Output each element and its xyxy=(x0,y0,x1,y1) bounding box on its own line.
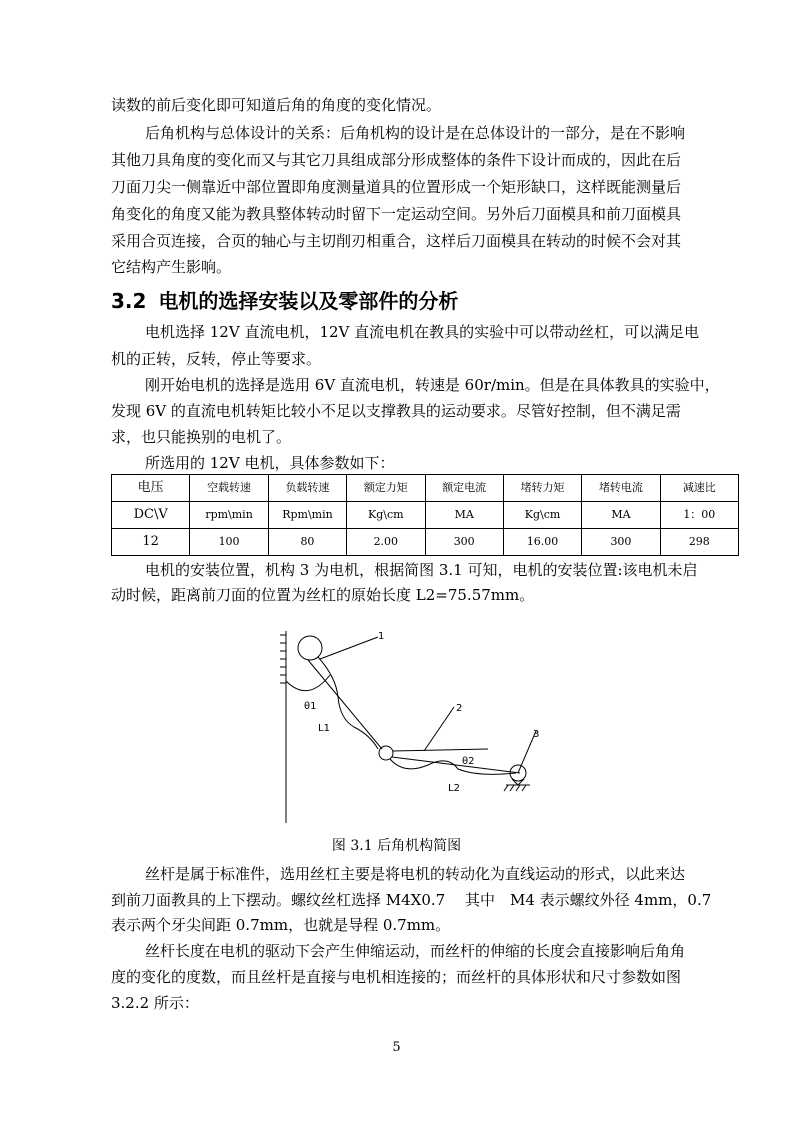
table-row xyxy=(112,529,739,556)
table-unit-cell: MA xyxy=(425,502,503,529)
spring-l2 xyxy=(390,759,516,774)
table-header-cell: 减速比 xyxy=(660,475,738,502)
table-unit-cell: MA xyxy=(582,502,660,529)
paragraph-line: 3.2.2 所示： xyxy=(111,994,199,1012)
table-cell: 300 xyxy=(425,529,503,556)
table-header-cell: 额定力矩 xyxy=(347,475,425,502)
lever-2 xyxy=(424,707,454,751)
paragraph-line: 读数的前后变化即可知道后角的角度的变化情况。 xyxy=(111,96,442,114)
ground-hatch xyxy=(516,785,520,791)
paragraph-line: 它结构产生影响。 xyxy=(111,258,232,276)
table-unit-cell: Kg\cm xyxy=(347,502,425,529)
section-heading xyxy=(111,285,458,314)
paragraph-line: 刚开始电机的选择是选用 6V 直流电机，转速是 60r/min。但是在具体教具的实验中， xyxy=(145,376,720,394)
paragraph-line: 动时候，距离前刀面的位置为丝杠的原始长度 L2=75.57mm。 xyxy=(111,586,535,604)
table-cell: 100 xyxy=(190,529,268,556)
middle-pivot xyxy=(379,746,393,760)
motor-parameter-table xyxy=(111,474,739,556)
ground-hatch xyxy=(510,785,514,791)
table-unit-cell: Kg\cm xyxy=(503,502,581,529)
paragraph-line: 度的变化的度数，而且丝杆是直接与电机相连接的；而丝杆的具体形状和尺寸参数如图 xyxy=(111,968,682,986)
paragraph-line: 丝杆长度在电机的驱动下会产生伸缩运动，而丝杆的伸缩的长度会直接影响后角角 xyxy=(145,942,686,960)
section-number: 3.2 xyxy=(111,289,147,313)
ground-hatch xyxy=(504,785,508,791)
table-unit-cell: 1：00 xyxy=(660,502,738,529)
label-theta2: θ2 xyxy=(462,756,475,767)
table-unit-cell: Rpm\min xyxy=(268,502,346,529)
mechanism-diagram xyxy=(278,627,550,827)
table-cell: 16.00 xyxy=(503,529,581,556)
table-unit-cell: rpm\min xyxy=(190,502,268,529)
table-header-row xyxy=(112,475,739,502)
table-header-cell: 空载转速 xyxy=(190,475,268,502)
paragraph-line: 表示两个牙尖间距 0.7mm，也就是导程 0.7mm。 xyxy=(111,916,451,934)
link-1 xyxy=(320,637,378,659)
section-title: 电机的选择安装以及零部件的分析 xyxy=(158,289,459,313)
paragraph-line: 到前刀面教具的上下摆动。螺纹丝杠选择 M4X0.7 其中 M4 表示螺纹外径 4mm，0.7 xyxy=(111,891,712,909)
paragraph-line: 采用合页连接，合页的轴心与主切削刃相重合，这样后刀面模具在转动的时候不会对其 xyxy=(111,232,682,250)
table-unit-row xyxy=(112,502,739,529)
label-theta1: θ1 xyxy=(304,701,317,712)
table-cell: 12 xyxy=(112,529,190,556)
table-cell: 2.00 xyxy=(347,529,425,556)
paragraph-line: 角变化的角度又能为教具整体转动时留下一定运动空间。另外后刀面模具和前刀面模具 xyxy=(111,205,682,223)
label-l2: L2 xyxy=(448,783,460,794)
table-unit-cell: DC\V xyxy=(112,502,190,529)
table-cell: 298 xyxy=(660,529,738,556)
lower-link xyxy=(392,757,520,773)
paragraph-line: 发现 6V 的直流电机转矩比较小不足以支撑教具的运动要求。尽管好控制，但不满足需 xyxy=(111,402,681,420)
table-header-cell: 负载转速 xyxy=(268,475,346,502)
table-cell: 80 xyxy=(268,529,346,556)
paragraph-line: 求，也只能换别的电机了。 xyxy=(111,428,292,446)
paragraph-line: 丝杆是属于标准件，选用丝杠主要是将电机的转动化为直线运动的形式，以此来达 xyxy=(145,865,686,883)
label-3: 3 xyxy=(533,729,540,740)
paragraph-line: 所选用的 12V 电机，具体参数如下： xyxy=(145,454,395,472)
paragraph-line: 刀面刀尖一侧靠近中部位置即角度测量道具的位置形成一个矩形缺口，这样既能测量后 xyxy=(111,178,682,196)
ground-hatch xyxy=(522,785,526,791)
label-l1: L1 xyxy=(318,723,330,734)
paragraph-line: 其他刀具角度的变化而又与其它刀具组成部分形成整体的条件下设计而成的，因此在后 xyxy=(111,151,682,169)
main-link xyxy=(308,660,382,749)
reference-line xyxy=(393,749,488,751)
table-header-cell: 电压 xyxy=(112,475,190,502)
spring-l1 xyxy=(318,657,378,749)
paragraph-line: 电机选择 12V 直流电机，12V 直流电机在教具的实验中可以带动丝杠，可以满足电 xyxy=(145,323,700,341)
upper-pivot xyxy=(298,636,322,660)
label-2: 2 xyxy=(456,703,463,714)
page-number: 5 xyxy=(392,1040,401,1055)
paragraph-line: 后角机构与总体设计的关系：后角机构的设计是在总体设计的一部分，是在不影响 xyxy=(145,124,686,142)
label-1: 1 xyxy=(378,631,385,642)
table-cell: 300 xyxy=(582,529,660,556)
table-header-cell: 堵转电流 xyxy=(582,475,660,502)
table-header-cell: 额定电流 xyxy=(425,475,503,502)
figure-caption: 图 3.1 后角机构简图 xyxy=(331,838,462,854)
theta1-arc xyxy=(286,675,330,691)
paragraph-line: 机的正转，反转，停止等要求。 xyxy=(111,350,322,368)
paragraph-line: 电机的安装位置，机构 3 为电机，根据简图 3.1 可知，电机的安装位置:该电机未启 xyxy=(145,561,698,579)
table-header-cell: 堵转力矩 xyxy=(503,475,581,502)
